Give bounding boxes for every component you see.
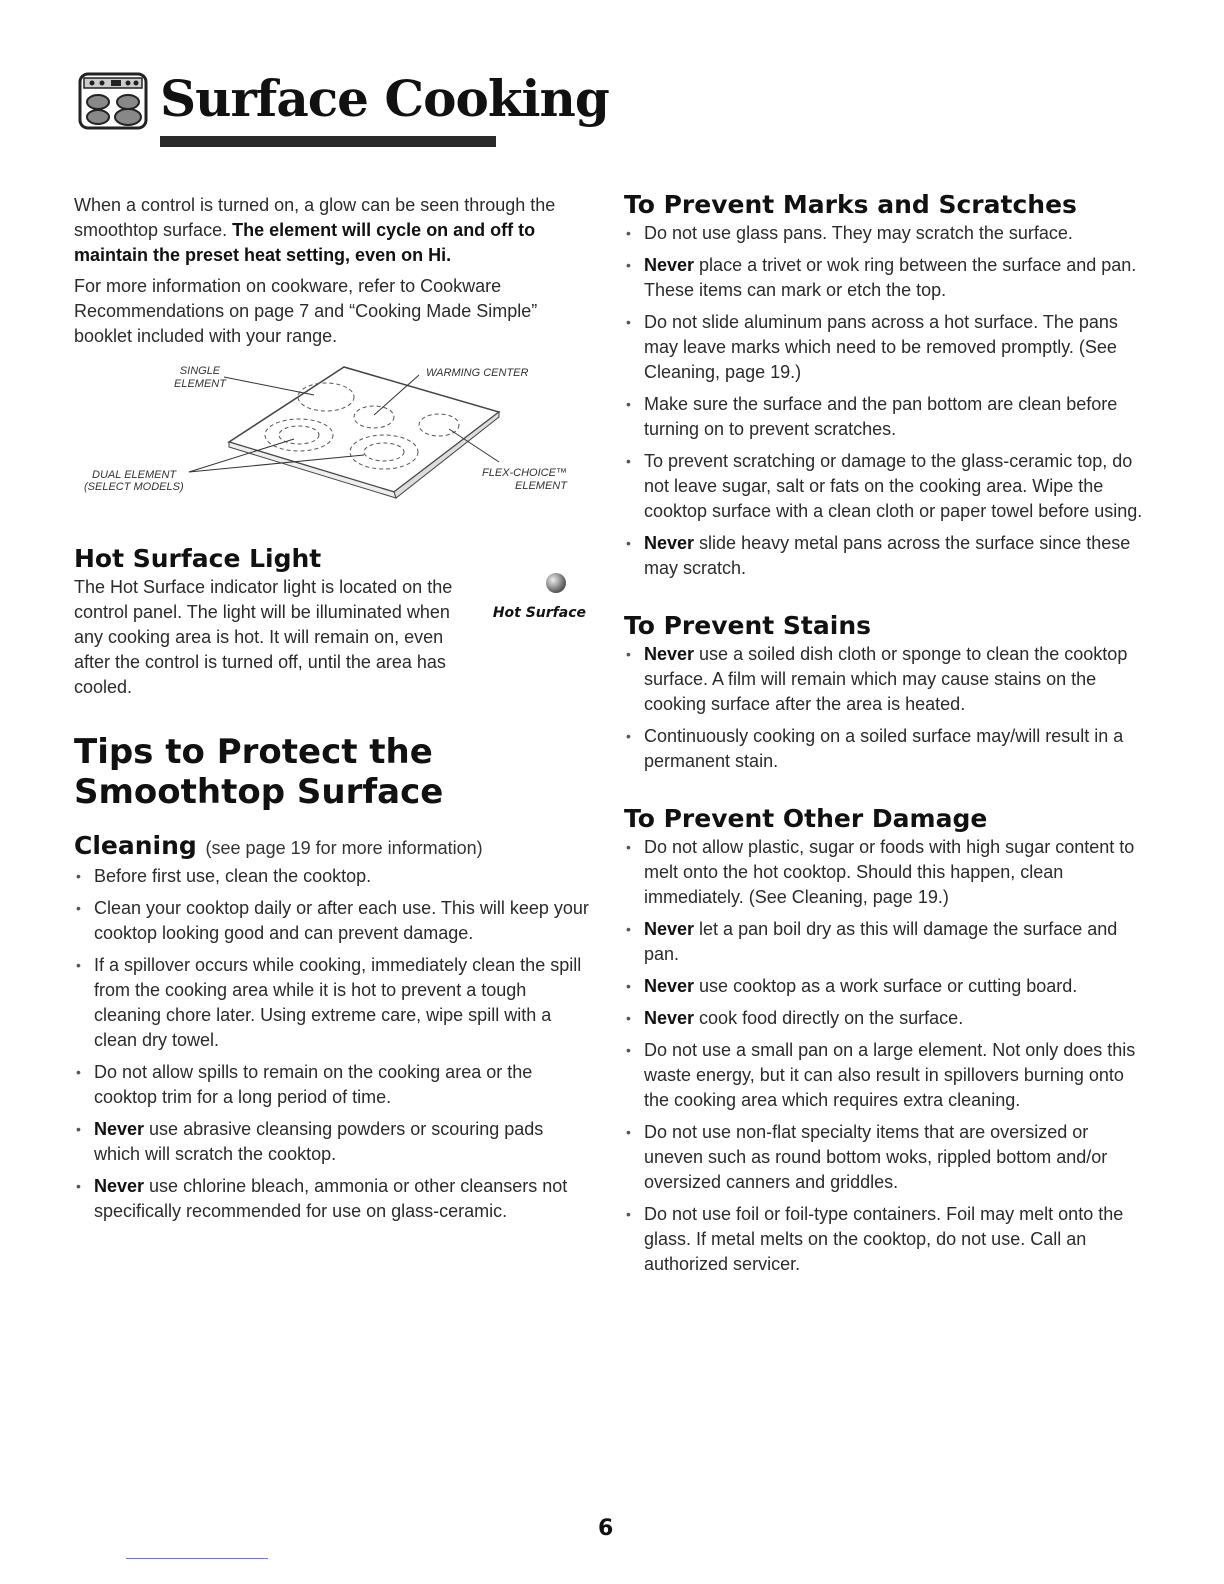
cooktop-diagram <box>74 357 594 527</box>
dual-element-label: DUAL ELEMENT <box>92 469 177 481</box>
footer-rule <box>126 1558 268 1559</box>
list-item: • Never use cooktop as a work surface or cutting board. <box>624 974 1144 999</box>
list-item: • Never cook food directly on the surface. <box>624 1006 1144 1031</box>
flex-choice-label: FLEX-CHOICE™ ELEMENT <box>482 467 567 492</box>
damage-heading: To Prevent Other Damage <box>624 804 988 833</box>
marks-heading: To Prevent Marks and Scratches <box>624 190 1077 219</box>
cooktop-icon <box>78 72 150 132</box>
list-item: • Do not use non-flat specialty items that are oversized or uneven such as round bottom woks, rippled bottom and/or oversized canners and griddles. <box>624 1120 1144 1195</box>
list-item: • If a spillover occurs while cooking, immediately clean the spill from the cooking area while it is hot to prevent a tough cleaning chore later. Using extreme care, wipe spill with a clean dry towel. <box>74 953 594 1053</box>
list-item: • Never use a soiled dish cloth or sponge to clean the cooktop surface. A film will remain which may cause stains on the cooking surface after the area is heated. <box>624 642 1144 717</box>
list-item: • Do not use glass pans. They may scratch the surface. <box>624 221 1144 246</box>
title-underline <box>160 136 496 147</box>
list-item: • Do not use a small pan on a large element. Not only does this waste energy, but it can also result in spillovers burning onto the cooking area which requires extra cleaning. <box>624 1038 1144 1113</box>
stains-heading: To Prevent Stains <box>624 611 871 640</box>
list-item: • Clean your cooktop daily or after each use. This will keep your cooktop looking good and can prevent damage. <box>74 896 594 946</box>
warming-center-label: WARMING CENTER <box>426 367 529 379</box>
cleaning-list <box>74 864 594 1224</box>
list-item: • Before first use, clean the cooktop. <box>74 864 594 889</box>
hot-surface-text: The Hot Surface indicator light is located on the control panel. The light will be illuminated when any cooking area is hot. It will remain on, even after the control is turned off, until the area has cooled. <box>74 577 453 697</box>
list-item: • Never let a pan boil dry as this will damage the surface and pan. <box>624 917 1144 967</box>
single-element-label: SINGLE ELEMENT <box>174 365 226 390</box>
damage-list <box>624 835 1144 1277</box>
hot-surface-indicator-icon <box>546 573 566 593</box>
list-item: • To prevent scratching or damage to the glass-ceramic top, do not leave sugar, salt or fats on the cooking area. Wipe the cooktop surface with a clean cloth or paper towel before using. <box>624 449 1144 524</box>
cooktop-illustration <box>74 357 594 527</box>
cleaning-heading: Cleaning (see page 19 for more information) <box>74 831 483 860</box>
list-item: • Do not use foil or foil-type containers. Foil may melt onto the glass. If metal melts on the cooktop, do not use. Call an authorized servicer. <box>624 1202 1144 1277</box>
list-item: • Do not slide aluminum pans across a hot surface. The pans may leave marks which need to be removed promptly. (See Cleaning, page 19.) <box>624 310 1144 385</box>
marks-list <box>624 221 1144 581</box>
list-item: • Do not allow plastic, sugar or foods with high sugar content to melt onto the hot cooktop. Should this happen, clean immediately. (See Cleaning, page 19.) <box>624 835 1144 910</box>
right-column <box>624 189 1144 1284</box>
hot-surface-section <box>74 543 594 700</box>
list-item: • Never slide heavy metal pans across the surface since these may scratch. <box>624 531 1144 581</box>
left-column <box>74 193 594 1231</box>
list-item: • Continuously cooking on a soiled surface may/will result in a permanent stain. <box>624 724 1144 774</box>
intro-paragraph: When a control is turned on, a glow can be seen through the smoothtop surface. The element will cycle on and off to maintain the preset heat setting, even on Hi. <box>74 195 556 265</box>
page-number: 6 <box>598 1516 614 1541</box>
page-title: Surface Cooking <box>160 69 609 128</box>
list-item: • Do not allow spills to remain on the cooking area or the cooktop trim for a long period of time. <box>74 1060 594 1110</box>
hot-surface-indicator-label: Hot Surface <box>492 605 586 621</box>
list-item: • Make sure the surface and the pan bottom are clean before turning on to prevent scratches. <box>624 392 1144 442</box>
hot-surface-heading: Hot Surface Light <box>74 544 322 573</box>
select-models-label: (SELECT MODELS) <box>84 481 184 493</box>
cookware-paragraph: For more information on cookware, refer to Cookware Recommendations on page 7 and “Cooking Made Simple” booklet included with your range. <box>74 276 538 346</box>
cleaning-note: (see page 19 for more information) <box>205 838 483 858</box>
list-item: • Never use chlorine bleach, ammonia or other cleansers not specifically recommended for use on glass-ceramic. <box>74 1174 594 1224</box>
stains-list <box>624 642 1144 774</box>
tips-heading: Tips to Protect the Smoothtop Surface <box>74 732 444 812</box>
list-item: • Never place a trivet or wok ring between the surface and pan. These items can mark or etch the top. <box>624 253 1144 303</box>
list-item: • Never use abrasive cleansing powders or scouring pads which will scratch the cooktop. <box>74 1117 594 1167</box>
